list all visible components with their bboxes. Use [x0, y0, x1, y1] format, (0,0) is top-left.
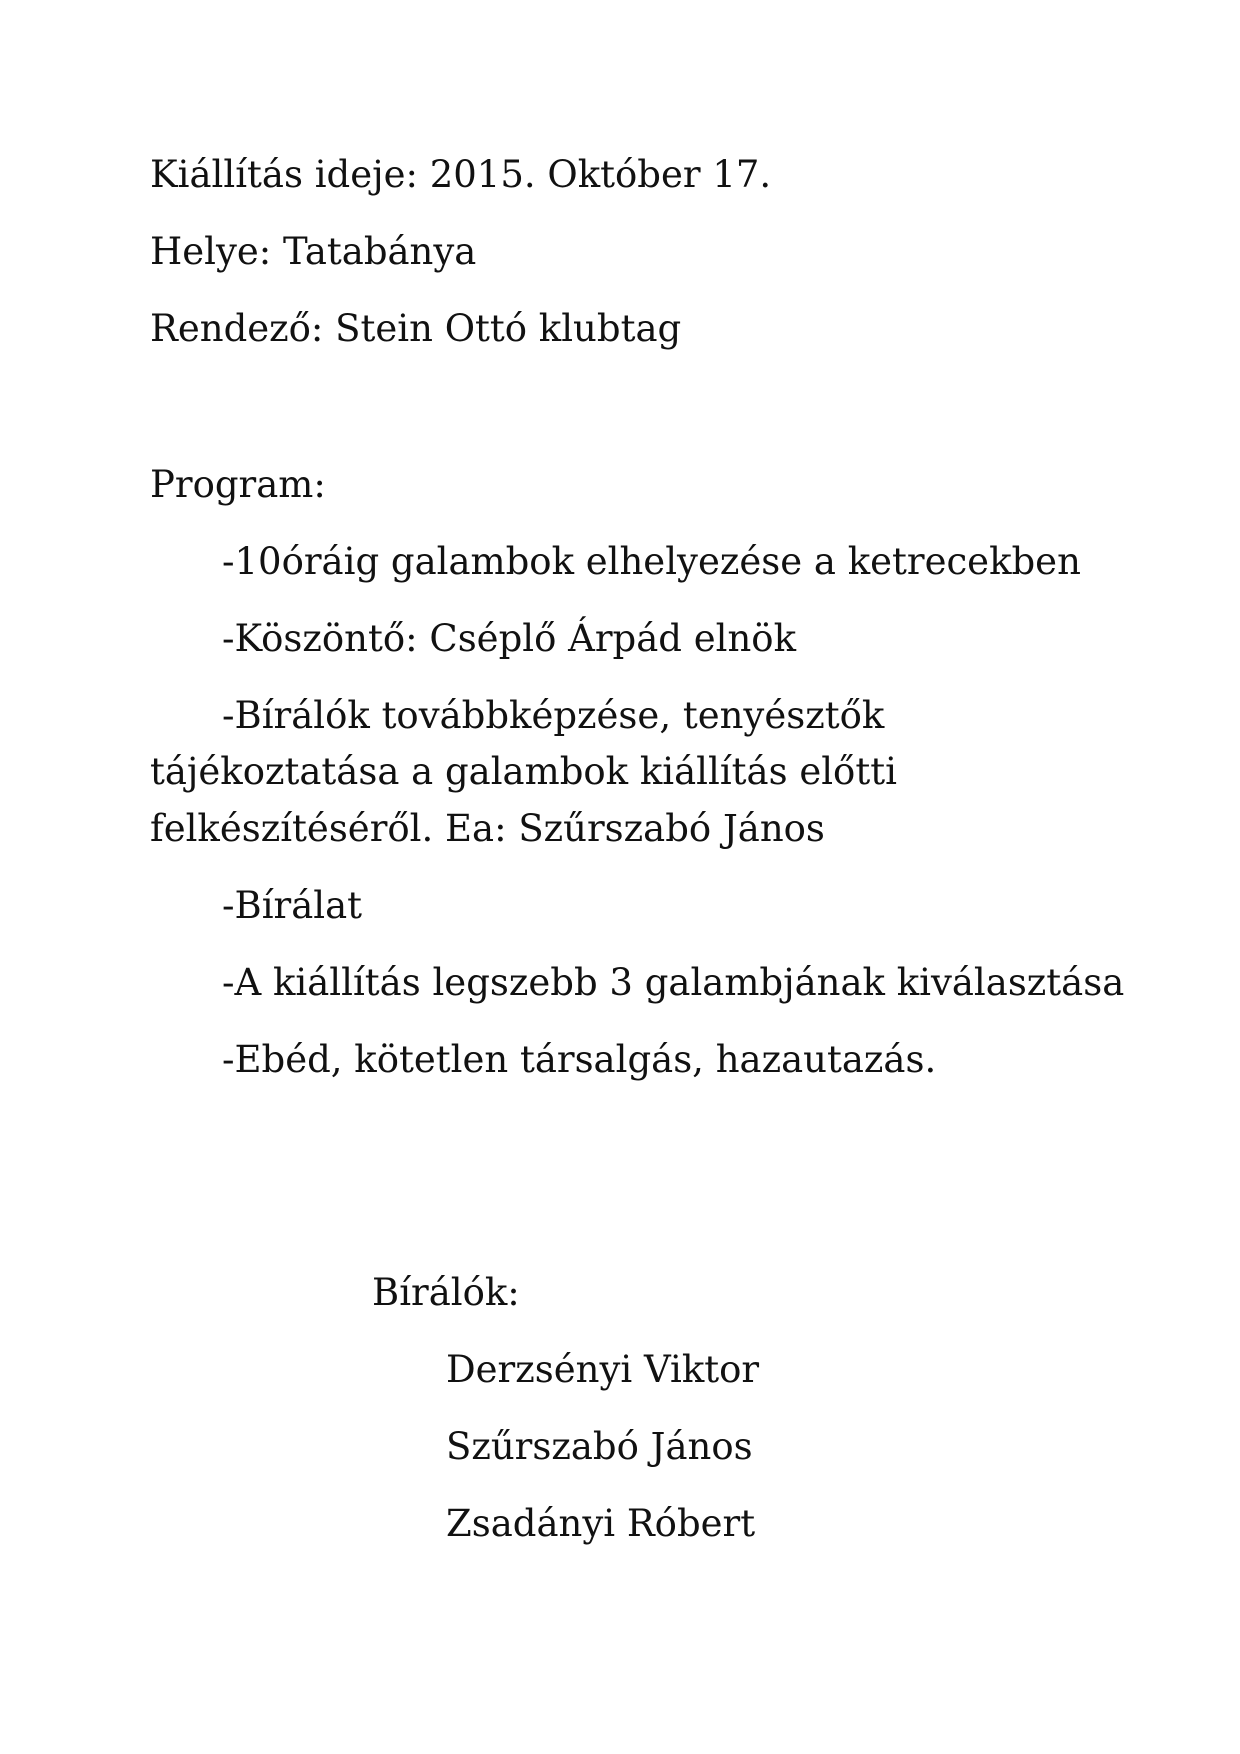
exhibition-place: Helye: Tatabánya: [150, 230, 477, 273]
judge-name: Zsadányi Róbert: [446, 1502, 756, 1545]
program-item: -Ebéd, kötetlen társalgás, hazautazás.: [222, 1038, 937, 1081]
program-item: -Köszöntő: Cséplő Árpád elnök: [222, 617, 796, 660]
exhibition-date: Kiállítás ideje: 2015. Október 17.: [150, 153, 772, 196]
program-heading: Program:: [150, 463, 326, 506]
program-item: -A kiállítás legszebb 3 galambjának kiválasztása: [222, 961, 1125, 1004]
program-item: -10óráig galambok elhelyezése a ketrecekben: [222, 540, 1081, 583]
program-item: -Bírálók továbbképzése, tenyésztők: [222, 694, 885, 737]
judge-name: Szűrszabó János: [446, 1425, 753, 1468]
judges-heading: Bírálók:: [372, 1271, 520, 1314]
program-item: -Bírálat: [222, 884, 363, 927]
program-item-continuation: felkészítéséről. Ea: Szűrszabó János: [150, 807, 825, 850]
program-item-continuation: tájékoztatása a galambok kiállítás előtti: [150, 750, 897, 793]
judge-name: Derzsényi Viktor: [446, 1348, 760, 1391]
exhibition-organizer: Rendező: Stein Ottó klubtag: [150, 307, 682, 350]
